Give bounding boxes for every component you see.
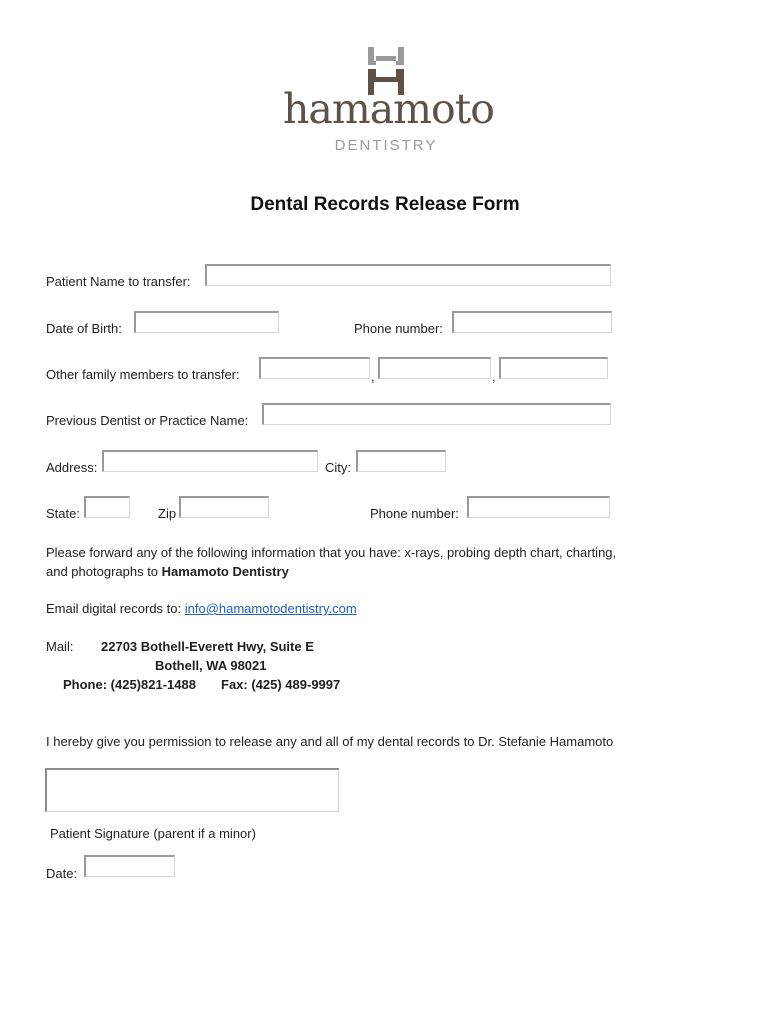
family-members-label: Other family members to transfer: [46,367,240,382]
date-label: Date: [46,866,78,881]
city-label: City: [325,460,351,475]
dob-input[interactable] [134,311,279,333]
patient-name-input[interactable] [205,264,611,286]
email-link[interactable]: info@hamamotodentistry.com [184,601,357,616]
instructions-paragraph [46,543,626,581]
state-input[interactable] [84,496,130,518]
separator-comma: , [492,369,496,384]
mail-fax: Fax: (425) 489-9997 [221,677,341,692]
city-input[interactable] [356,450,446,472]
family-member-1-input[interactable] [259,357,370,379]
phone-2-label: Phone number: [370,506,459,521]
phone-2-input[interactable] [467,496,610,518]
mail-address-line-1: 22703 Bothell-Everett Hwy, Suite E [101,639,314,654]
dob-label: Date of Birth: [46,321,122,336]
mail-address-line-2: Bothell, WA 98021 [155,658,267,673]
address-input[interactable] [102,450,318,472]
zip-label: Zip [158,506,177,521]
previous-dentist-input[interactable] [262,403,611,425]
email-line [46,599,357,618]
family-member-3-input[interactable] [499,357,608,379]
logo-subtitle: DENTISTRY [334,137,438,154]
mail-phone: Phone: (425)821-1488 [63,677,196,692]
permission-statement: I hereby give you permission to release any and all of my dental records to Dr. Stefanie Hamamoto [46,734,614,749]
form-title: Dental Records Release Form [250,194,520,215]
signature-field[interactable] [45,768,339,812]
state-label: State: [46,506,80,521]
previous-dentist-label: Previous Dentist or Practice Name: [46,413,249,428]
patient-name-label: Patient Name to transfer: [46,274,191,289]
signature-label: Patient Signature (parent if a minor) [50,826,256,841]
logo-wordmark: hamamoto [283,85,494,133]
family-member-2-input[interactable] [378,357,491,379]
phone-input[interactable] [452,311,612,333]
instructions-text: Please forward any of the following information that you have: x-rays, probing depth chart, charting, and photographs to [46,545,617,579]
email-label: Email digital records to: [46,601,185,616]
phone-label: Phone number: [354,321,443,336]
separator-comma: , [371,369,375,384]
practice-name: Hamamoto Dentistry [161,564,289,579]
date-input[interactable] [84,855,175,877]
mail-label: Mail: [46,639,74,654]
address-label: Address: [46,460,98,475]
zip-input[interactable] [179,496,269,518]
